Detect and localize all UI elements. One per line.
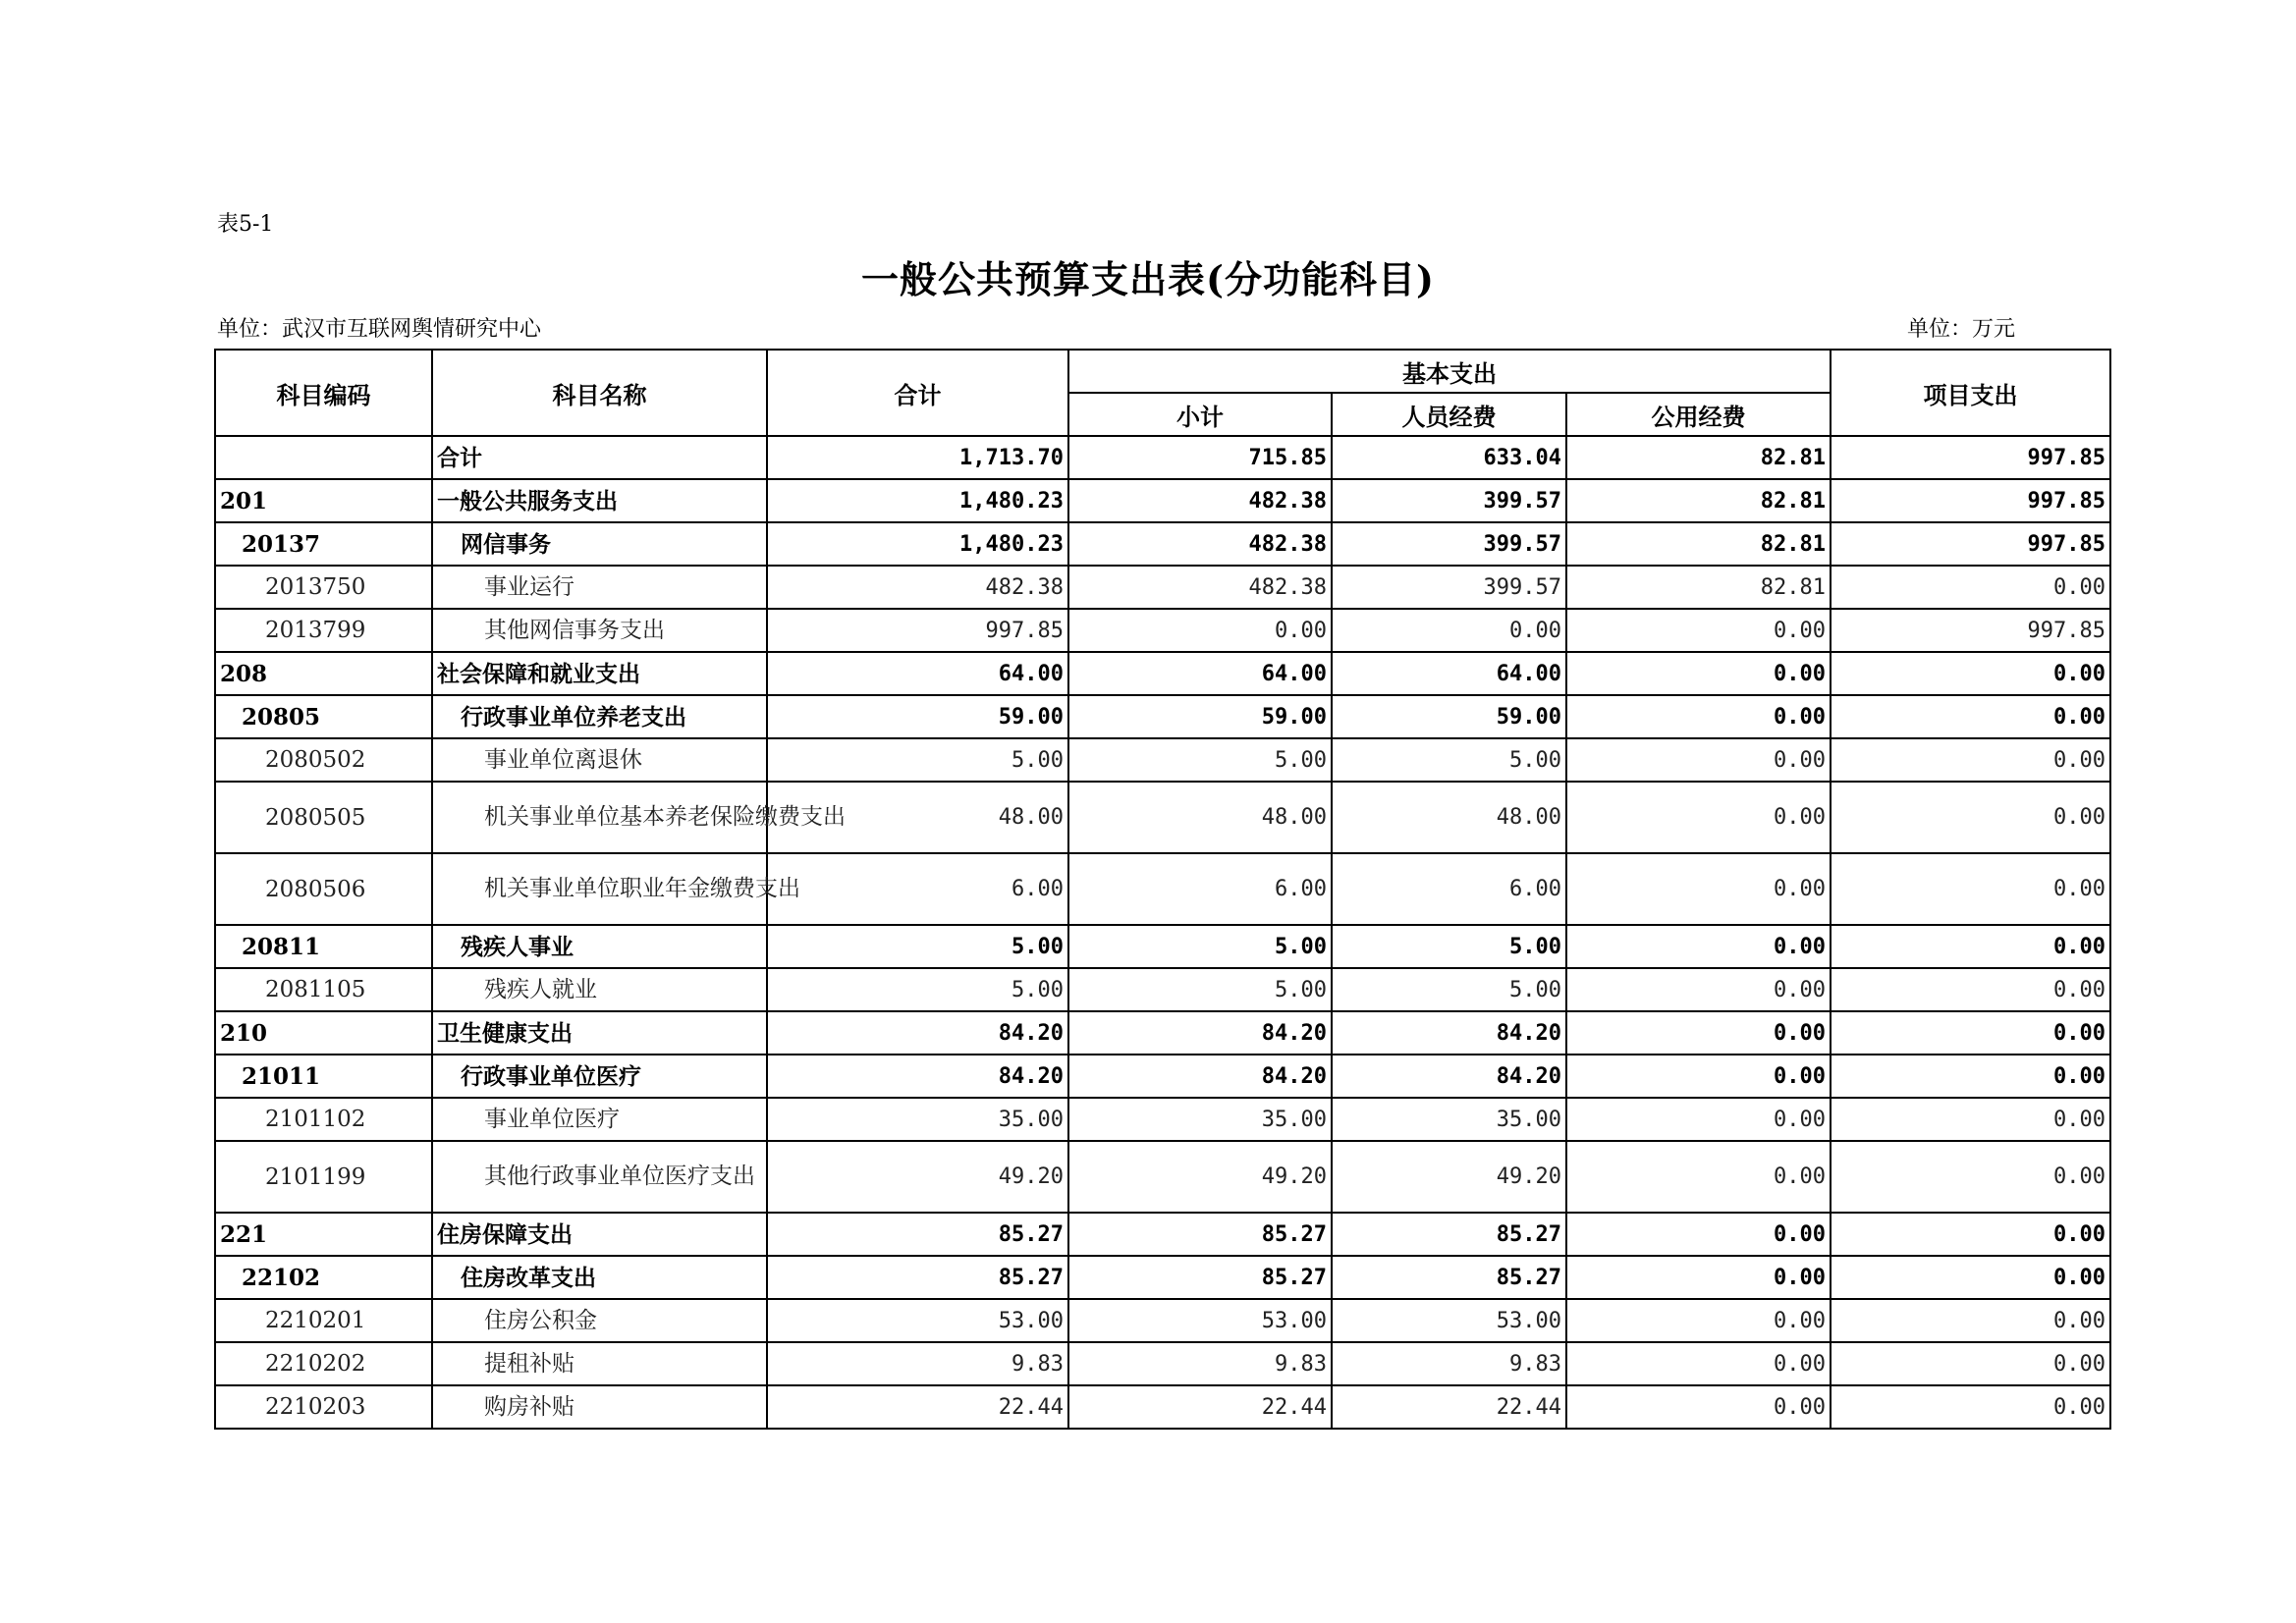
cell-name: 事业单位离退休 bbox=[432, 738, 767, 782]
cell-total: 5.00 bbox=[767, 925, 1068, 968]
cell-public: 0.00 bbox=[1566, 652, 1831, 695]
cell-project: 0.00 bbox=[1831, 1342, 2110, 1385]
cell-subtotal: 35.00 bbox=[1068, 1098, 1332, 1141]
cell-code: 22102 bbox=[215, 1256, 432, 1299]
table-row bbox=[215, 436, 2110, 479]
cell-subtotal: 6.00 bbox=[1068, 853, 1332, 925]
table-row bbox=[215, 566, 2110, 609]
cell-name: 合计 bbox=[432, 436, 767, 479]
cell-personnel: 59.00 bbox=[1332, 695, 1566, 738]
cell-project: 0.00 bbox=[1831, 1213, 2110, 1256]
cell-subtotal: 0.00 bbox=[1068, 609, 1332, 652]
cell-total: 59.00 bbox=[767, 695, 1068, 738]
cell-subtotal: 715.85 bbox=[1068, 436, 1332, 479]
cell-subtotal: 482.38 bbox=[1068, 566, 1332, 609]
header-personnel: 人员经费 bbox=[1332, 393, 1566, 436]
table-row bbox=[215, 1011, 2110, 1055]
cell-project: 0.00 bbox=[1831, 566, 2110, 609]
table-row bbox=[215, 1098, 2110, 1141]
cell-subtotal: 482.38 bbox=[1068, 522, 1332, 566]
cell-code: 2080506 bbox=[215, 853, 432, 925]
cell-personnel: 35.00 bbox=[1332, 1098, 1566, 1141]
cell-name: 残疾人事业 bbox=[432, 925, 767, 968]
table-row bbox=[215, 1385, 2110, 1429]
page-title: 一般公共预算支出表(分功能科目) bbox=[861, 257, 1435, 301]
cell-project: 0.00 bbox=[1831, 1141, 2110, 1213]
cell-total: 1,713.70 bbox=[767, 436, 1068, 479]
cell-code: 2013799 bbox=[215, 609, 432, 652]
table-row bbox=[215, 1141, 2110, 1213]
cell-personnel: 399.57 bbox=[1332, 566, 1566, 609]
table-row bbox=[215, 1055, 2110, 1098]
cell-name: 社会保障和就业支出 bbox=[432, 652, 767, 695]
cell-name: 卫生健康支出 bbox=[432, 1011, 767, 1055]
cell-public: 0.00 bbox=[1566, 1299, 1831, 1342]
table-row bbox=[215, 1299, 2110, 1342]
table-row bbox=[215, 609, 2110, 652]
cell-personnel: 399.57 bbox=[1332, 479, 1566, 522]
table-row bbox=[215, 1256, 2110, 1299]
cell-total: 84.20 bbox=[767, 1011, 1068, 1055]
cell-code bbox=[215, 436, 432, 479]
cell-code: 20137 bbox=[215, 522, 432, 566]
cell-total: 35.00 bbox=[767, 1098, 1068, 1141]
cell-code: 208 bbox=[215, 652, 432, 695]
cell-project: 0.00 bbox=[1831, 1098, 2110, 1141]
table-row bbox=[215, 782, 2110, 853]
cell-name: 网信事务 bbox=[432, 522, 767, 566]
cell-public: 82.81 bbox=[1566, 479, 1831, 522]
cell-project: 0.00 bbox=[1831, 782, 2110, 853]
table-row bbox=[215, 695, 2110, 738]
cell-code: 20805 bbox=[215, 695, 432, 738]
cell-total: 84.20 bbox=[767, 1055, 1068, 1098]
cell-total: 6.00 bbox=[767, 853, 1068, 925]
cell-public: 0.00 bbox=[1566, 1055, 1831, 1098]
cell-public: 0.00 bbox=[1566, 1342, 1831, 1385]
cell-subtotal: 59.00 bbox=[1068, 695, 1332, 738]
cell-subtotal: 9.83 bbox=[1068, 1342, 1332, 1385]
cell-project: 0.00 bbox=[1831, 1256, 2110, 1299]
cell-personnel: 53.00 bbox=[1332, 1299, 1566, 1342]
header-project: 项目支出 bbox=[1831, 350, 2110, 436]
cell-public: 0.00 bbox=[1566, 925, 1831, 968]
cell-personnel: 5.00 bbox=[1332, 925, 1566, 968]
cell-subtotal: 85.27 bbox=[1068, 1213, 1332, 1256]
cell-name: 机关事业单位基本养老保险缴费支出 bbox=[432, 782, 767, 853]
unit-organization: 单位：武汉市互联网舆情研究中心 bbox=[217, 317, 542, 342]
cell-project: 0.00 bbox=[1831, 925, 2110, 968]
cell-name: 其他行政事业单位医疗支出 bbox=[432, 1141, 767, 1213]
cell-total: 64.00 bbox=[767, 652, 1068, 695]
cell-personnel: 9.83 bbox=[1332, 1342, 1566, 1385]
cell-name: 一般公共服务支出 bbox=[432, 479, 767, 522]
table-row bbox=[215, 522, 2110, 566]
cell-project: 997.85 bbox=[1831, 436, 2110, 479]
cell-total: 482.38 bbox=[767, 566, 1068, 609]
cell-name: 住房改革支出 bbox=[432, 1256, 767, 1299]
cell-total: 1,480.23 bbox=[767, 522, 1068, 566]
cell-personnel: 84.20 bbox=[1332, 1055, 1566, 1098]
budget-table bbox=[214, 349, 2111, 1430]
cell-subtotal: 84.20 bbox=[1068, 1055, 1332, 1098]
header-basic: 基本支出 bbox=[1068, 350, 1831, 393]
cell-total: 997.85 bbox=[767, 609, 1068, 652]
cell-personnel: 85.27 bbox=[1332, 1256, 1566, 1299]
cell-project: 0.00 bbox=[1831, 738, 2110, 782]
cell-project: 997.85 bbox=[1831, 609, 2110, 652]
cell-public: 0.00 bbox=[1566, 695, 1831, 738]
cell-public: 82.81 bbox=[1566, 522, 1831, 566]
cell-public: 0.00 bbox=[1566, 782, 1831, 853]
cell-code: 221 bbox=[215, 1213, 432, 1256]
cell-total: 5.00 bbox=[767, 738, 1068, 782]
cell-code: 2210202 bbox=[215, 1342, 432, 1385]
cell-code: 2101199 bbox=[215, 1141, 432, 1213]
cell-personnel: 84.20 bbox=[1332, 1011, 1566, 1055]
cell-name: 住房保障支出 bbox=[432, 1213, 767, 1256]
cell-project: 0.00 bbox=[1831, 1055, 2110, 1098]
cell-personnel: 5.00 bbox=[1332, 968, 1566, 1011]
cell-total: 22.44 bbox=[767, 1385, 1068, 1429]
cell-project: 0.00 bbox=[1831, 968, 2110, 1011]
cell-project: 0.00 bbox=[1831, 1385, 2110, 1429]
cell-code: 2080502 bbox=[215, 738, 432, 782]
cell-public: 0.00 bbox=[1566, 1256, 1831, 1299]
cell-name: 行政事业单位养老支出 bbox=[432, 695, 767, 738]
header-public: 公用经费 bbox=[1566, 393, 1831, 436]
cell-project: 0.00 bbox=[1831, 1011, 2110, 1055]
cell-public: 82.81 bbox=[1566, 566, 1831, 609]
header-total: 合计 bbox=[767, 350, 1068, 436]
cell-subtotal: 49.20 bbox=[1068, 1141, 1332, 1213]
header-code: 科目编码 bbox=[215, 350, 432, 436]
cell-subtotal: 5.00 bbox=[1068, 968, 1332, 1011]
cell-public: 82.81 bbox=[1566, 436, 1831, 479]
cell-name: 提租补贴 bbox=[432, 1342, 767, 1385]
cell-public: 0.00 bbox=[1566, 1098, 1831, 1141]
cell-subtotal: 22.44 bbox=[1068, 1385, 1332, 1429]
cell-code: 201 bbox=[215, 479, 432, 522]
cell-personnel: 49.20 bbox=[1332, 1141, 1566, 1213]
cell-name: 行政事业单位医疗 bbox=[432, 1055, 767, 1098]
cell-name: 购房补贴 bbox=[432, 1385, 767, 1429]
cell-name: 残疾人就业 bbox=[432, 968, 767, 1011]
cell-project: 997.85 bbox=[1831, 479, 2110, 522]
cell-public: 0.00 bbox=[1566, 853, 1831, 925]
cell-code: 20811 bbox=[215, 925, 432, 968]
table-row bbox=[215, 853, 2110, 925]
cell-subtotal: 48.00 bbox=[1068, 782, 1332, 853]
cell-project: 997.85 bbox=[1831, 522, 2110, 566]
table-code: 表5-1 bbox=[217, 212, 274, 237]
cell-total: 9.83 bbox=[767, 1342, 1068, 1385]
cell-public: 0.00 bbox=[1566, 1385, 1831, 1429]
cell-public: 0.00 bbox=[1566, 1213, 1831, 1256]
cell-total: 85.27 bbox=[767, 1256, 1068, 1299]
cell-code: 2080505 bbox=[215, 782, 432, 853]
cell-total: 49.20 bbox=[767, 1141, 1068, 1213]
cell-name: 其他网信事务支出 bbox=[432, 609, 767, 652]
cell-personnel: 22.44 bbox=[1332, 1385, 1566, 1429]
header-subtotal: 小计 bbox=[1068, 393, 1332, 436]
unit-currency: 单位：万元 bbox=[1907, 317, 2016, 342]
cell-personnel: 5.00 bbox=[1332, 738, 1566, 782]
cell-total: 1,480.23 bbox=[767, 479, 1068, 522]
cell-subtotal: 64.00 bbox=[1068, 652, 1332, 695]
cell-personnel: 633.04 bbox=[1332, 436, 1566, 479]
cell-code: 21011 bbox=[215, 1055, 432, 1098]
header-name: 科目名称 bbox=[432, 350, 767, 436]
cell-code: 2210203 bbox=[215, 1385, 432, 1429]
cell-code: 2101102 bbox=[215, 1098, 432, 1141]
cell-personnel: 64.00 bbox=[1332, 652, 1566, 695]
cell-name: 事业单位医疗 bbox=[432, 1098, 767, 1141]
cell-personnel: 399.57 bbox=[1332, 522, 1566, 566]
cell-subtotal: 84.20 bbox=[1068, 1011, 1332, 1055]
cell-subtotal: 5.00 bbox=[1068, 925, 1332, 968]
cell-project: 0.00 bbox=[1831, 695, 2110, 738]
cell-public: 0.00 bbox=[1566, 1141, 1831, 1213]
cell-project: 0.00 bbox=[1831, 853, 2110, 925]
table-row bbox=[215, 925, 2110, 968]
cell-total: 5.00 bbox=[767, 968, 1068, 1011]
cell-project: 0.00 bbox=[1831, 652, 2110, 695]
table-row bbox=[215, 968, 2110, 1011]
cell-public: 0.00 bbox=[1566, 738, 1831, 782]
cell-total: 85.27 bbox=[767, 1213, 1068, 1256]
cell-code: 2081105 bbox=[215, 968, 432, 1011]
cell-public: 0.00 bbox=[1566, 968, 1831, 1011]
cell-public: 0.00 bbox=[1566, 1011, 1831, 1055]
cell-personnel: 85.27 bbox=[1332, 1213, 1566, 1256]
cell-name: 机关事业单位职业年金缴费支出 bbox=[432, 853, 767, 925]
cell-subtotal: 5.00 bbox=[1068, 738, 1332, 782]
cell-public: 0.00 bbox=[1566, 609, 1831, 652]
cell-personnel: 6.00 bbox=[1332, 853, 1566, 925]
cell-subtotal: 85.27 bbox=[1068, 1256, 1332, 1299]
cell-personnel: 0.00 bbox=[1332, 609, 1566, 652]
cell-name: 住房公积金 bbox=[432, 1299, 767, 1342]
table-row bbox=[215, 1213, 2110, 1256]
cell-subtotal: 482.38 bbox=[1068, 479, 1332, 522]
cell-subtotal: 53.00 bbox=[1068, 1299, 1332, 1342]
table-row bbox=[215, 652, 2110, 695]
cell-code: 2013750 bbox=[215, 566, 432, 609]
cell-total: 53.00 bbox=[767, 1299, 1068, 1342]
cell-personnel: 48.00 bbox=[1332, 782, 1566, 853]
table-row bbox=[215, 1342, 2110, 1385]
table-row bbox=[215, 738, 2110, 782]
cell-project: 0.00 bbox=[1831, 1299, 2110, 1342]
cell-name: 事业运行 bbox=[432, 566, 767, 609]
cell-code: 210 bbox=[215, 1011, 432, 1055]
table-row bbox=[215, 479, 2110, 522]
cell-total: 48.00 bbox=[767, 782, 1068, 853]
cell-code: 2210201 bbox=[215, 1299, 432, 1342]
